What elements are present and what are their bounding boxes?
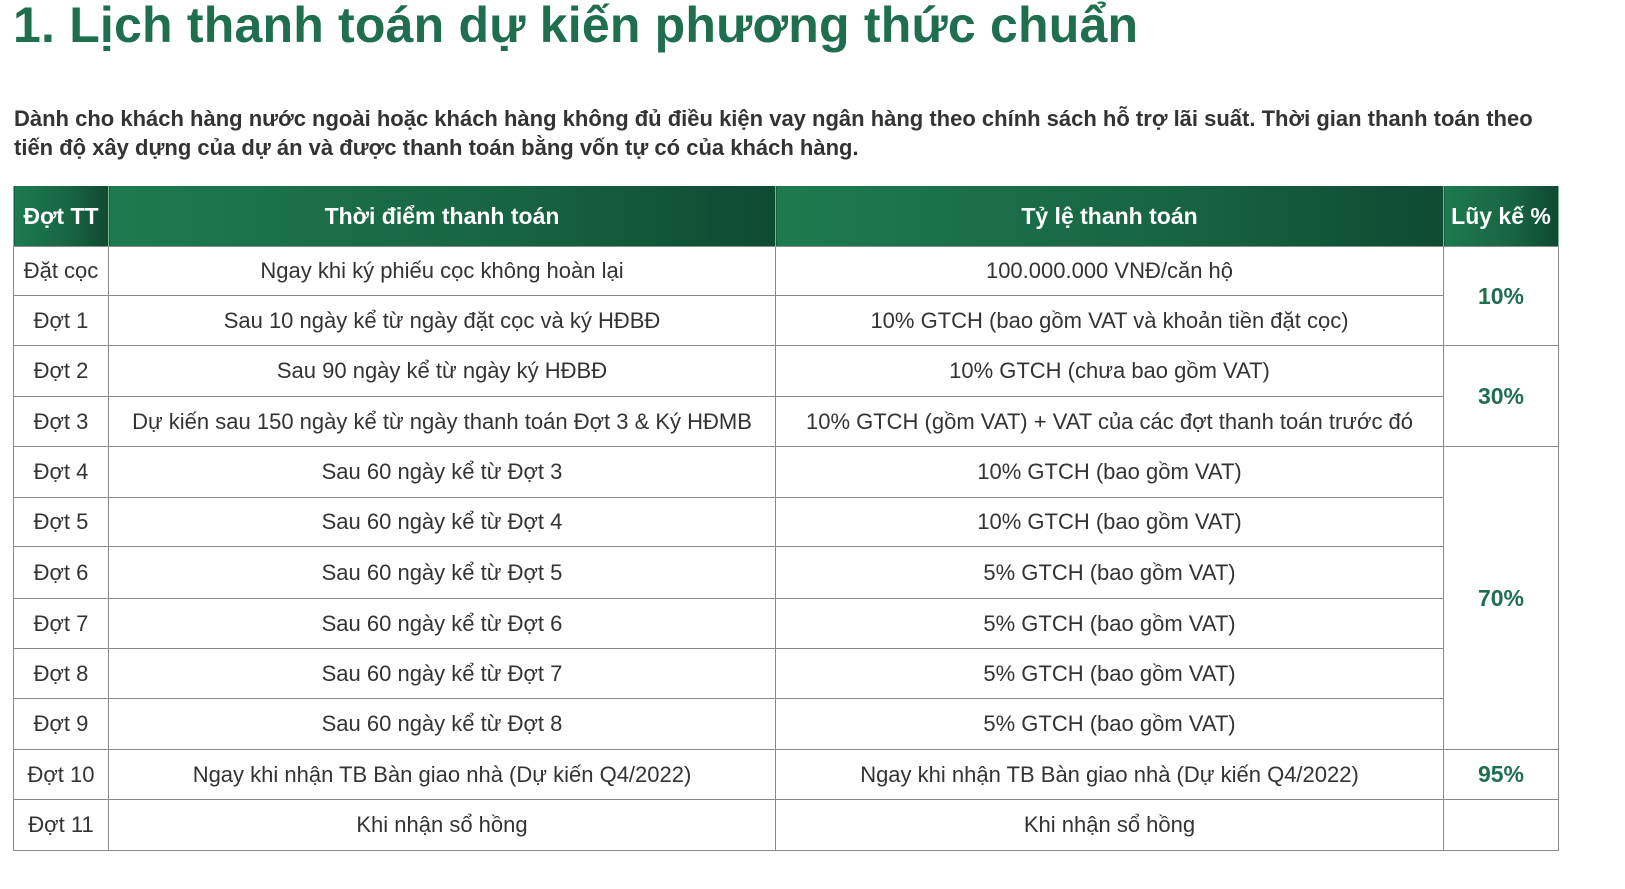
cell-rate: 10% GTCH (gồm VAT) + VAT của các đợt thanh toán trước đó xyxy=(776,397,1444,447)
cell-phase: Đợt 1 xyxy=(14,296,109,346)
cell-timing: Sau 90 ngày kể từ ngày ký HĐBĐ xyxy=(109,346,776,397)
cell-timing: Khi nhận sổ hồng xyxy=(109,800,776,851)
cell-cumulative xyxy=(1444,800,1559,851)
cell-rate: 10% GTCH (chưa bao gồm VAT) xyxy=(776,346,1444,397)
table-row xyxy=(14,296,1559,346)
cell-phase: Đợt 2 xyxy=(14,346,109,397)
cell-rate: 10% GTCH (bao gồm VAT và khoản tiền đặt cọc) xyxy=(776,296,1444,346)
table-row xyxy=(14,247,1559,296)
cell-rate: Khi nhận sổ hồng xyxy=(776,800,1444,851)
cell-cumulative: 70% xyxy=(1444,447,1559,750)
table-row xyxy=(14,800,1559,851)
table-row xyxy=(14,699,1559,750)
page-title: 1. Lịch thanh toán dự kiến phương thức chuẩn xyxy=(13,0,1139,53)
cell-timing: Sau 60 ngày kể từ Đợt 7 xyxy=(109,649,776,699)
cell-phase: Đợt 11 xyxy=(14,800,109,851)
cell-cumulative: 95% xyxy=(1444,750,1559,800)
cell-timing: Ngay khi nhận TB Bàn giao nhà (Dự kiến Q4/2022) xyxy=(109,750,776,800)
table-row xyxy=(14,498,1559,547)
header-rate: Tỷ lệ thanh toán xyxy=(776,186,1444,247)
cell-timing: Sau 60 ngày kể từ Đợt 4 xyxy=(109,498,776,547)
cell-timing: Ngay khi ký phiếu cọc không hoàn lại xyxy=(109,247,776,296)
cell-phase: Đợt 5 xyxy=(14,498,109,547)
table-header-row xyxy=(14,186,1559,247)
cell-timing: Sau 60 ngày kể từ Đợt 3 xyxy=(109,447,776,498)
cell-timing: Dự kiến sau 150 ngày kể từ ngày thanh toán Đợt 3 & Ký HĐMB xyxy=(109,397,776,447)
table-row xyxy=(14,346,1559,397)
cell-timing: Sau 60 ngày kể từ Đợt 5 xyxy=(109,547,776,599)
table-row xyxy=(14,750,1559,800)
cell-timing: Sau 60 ngày kể từ Đợt 8 xyxy=(109,699,776,750)
header-phase: Đợt TT xyxy=(14,186,109,247)
cell-phase: Đợt 8 xyxy=(14,649,109,699)
cell-phase: Đợt 4 xyxy=(14,447,109,498)
cell-rate: 10% GTCH (bao gồm VAT) xyxy=(776,447,1444,498)
cell-phase: Đợt 9 xyxy=(14,699,109,750)
cell-timing: Sau 60 ngày kể từ Đợt 6 xyxy=(109,599,776,649)
table-row xyxy=(14,649,1559,699)
cell-rate: Ngay khi nhận TB Bàn giao nhà (Dự kiến Q4/2022) xyxy=(776,750,1444,800)
table-row xyxy=(14,397,1559,447)
header-timing: Thời điểm thanh toán xyxy=(109,186,776,247)
cell-phase: Đợt 6 xyxy=(14,547,109,599)
cell-cumulative: 30% xyxy=(1444,346,1559,447)
cell-rate: 5% GTCH (bao gồm VAT) xyxy=(776,547,1444,599)
cell-timing: Sau 10 ngày kể từ ngày đặt cọc và ký HĐBĐ xyxy=(109,296,776,346)
table-row xyxy=(14,447,1559,498)
cell-rate: 5% GTCH (bao gồm VAT) xyxy=(776,699,1444,750)
cell-rate: 100.000.000 VNĐ/căn hộ xyxy=(776,247,1444,296)
cell-phase: Đặt cọc xyxy=(14,247,109,296)
cell-cumulative: 10% xyxy=(1444,247,1559,346)
cell-rate: 5% GTCH (bao gồm VAT) xyxy=(776,649,1444,699)
header-cumulative: Lũy kế % xyxy=(1444,186,1559,247)
cell-phase: Đợt 3 xyxy=(14,397,109,447)
cell-rate: 5% GTCH (bao gồm VAT) xyxy=(776,599,1444,649)
cell-rate: 10% GTCH (bao gồm VAT) xyxy=(776,498,1444,547)
cell-phase: Đợt 10 xyxy=(14,750,109,800)
table-row xyxy=(14,599,1559,649)
cell-phase: Đợt 7 xyxy=(14,599,109,649)
table-row xyxy=(14,547,1559,599)
intro-paragraph: Dành cho khách hàng nước ngoài hoặc khách hàng không đủ điều kiện vay ngân hàng theo chính sách hỗ trợ lãi suất. Thời gian thanh toán theo tiến độ xây dựng của dự án và được thanh toán bằng vốn tự có của khách hàng. xyxy=(14,106,1533,160)
payment-schedule-table xyxy=(13,186,1559,851)
